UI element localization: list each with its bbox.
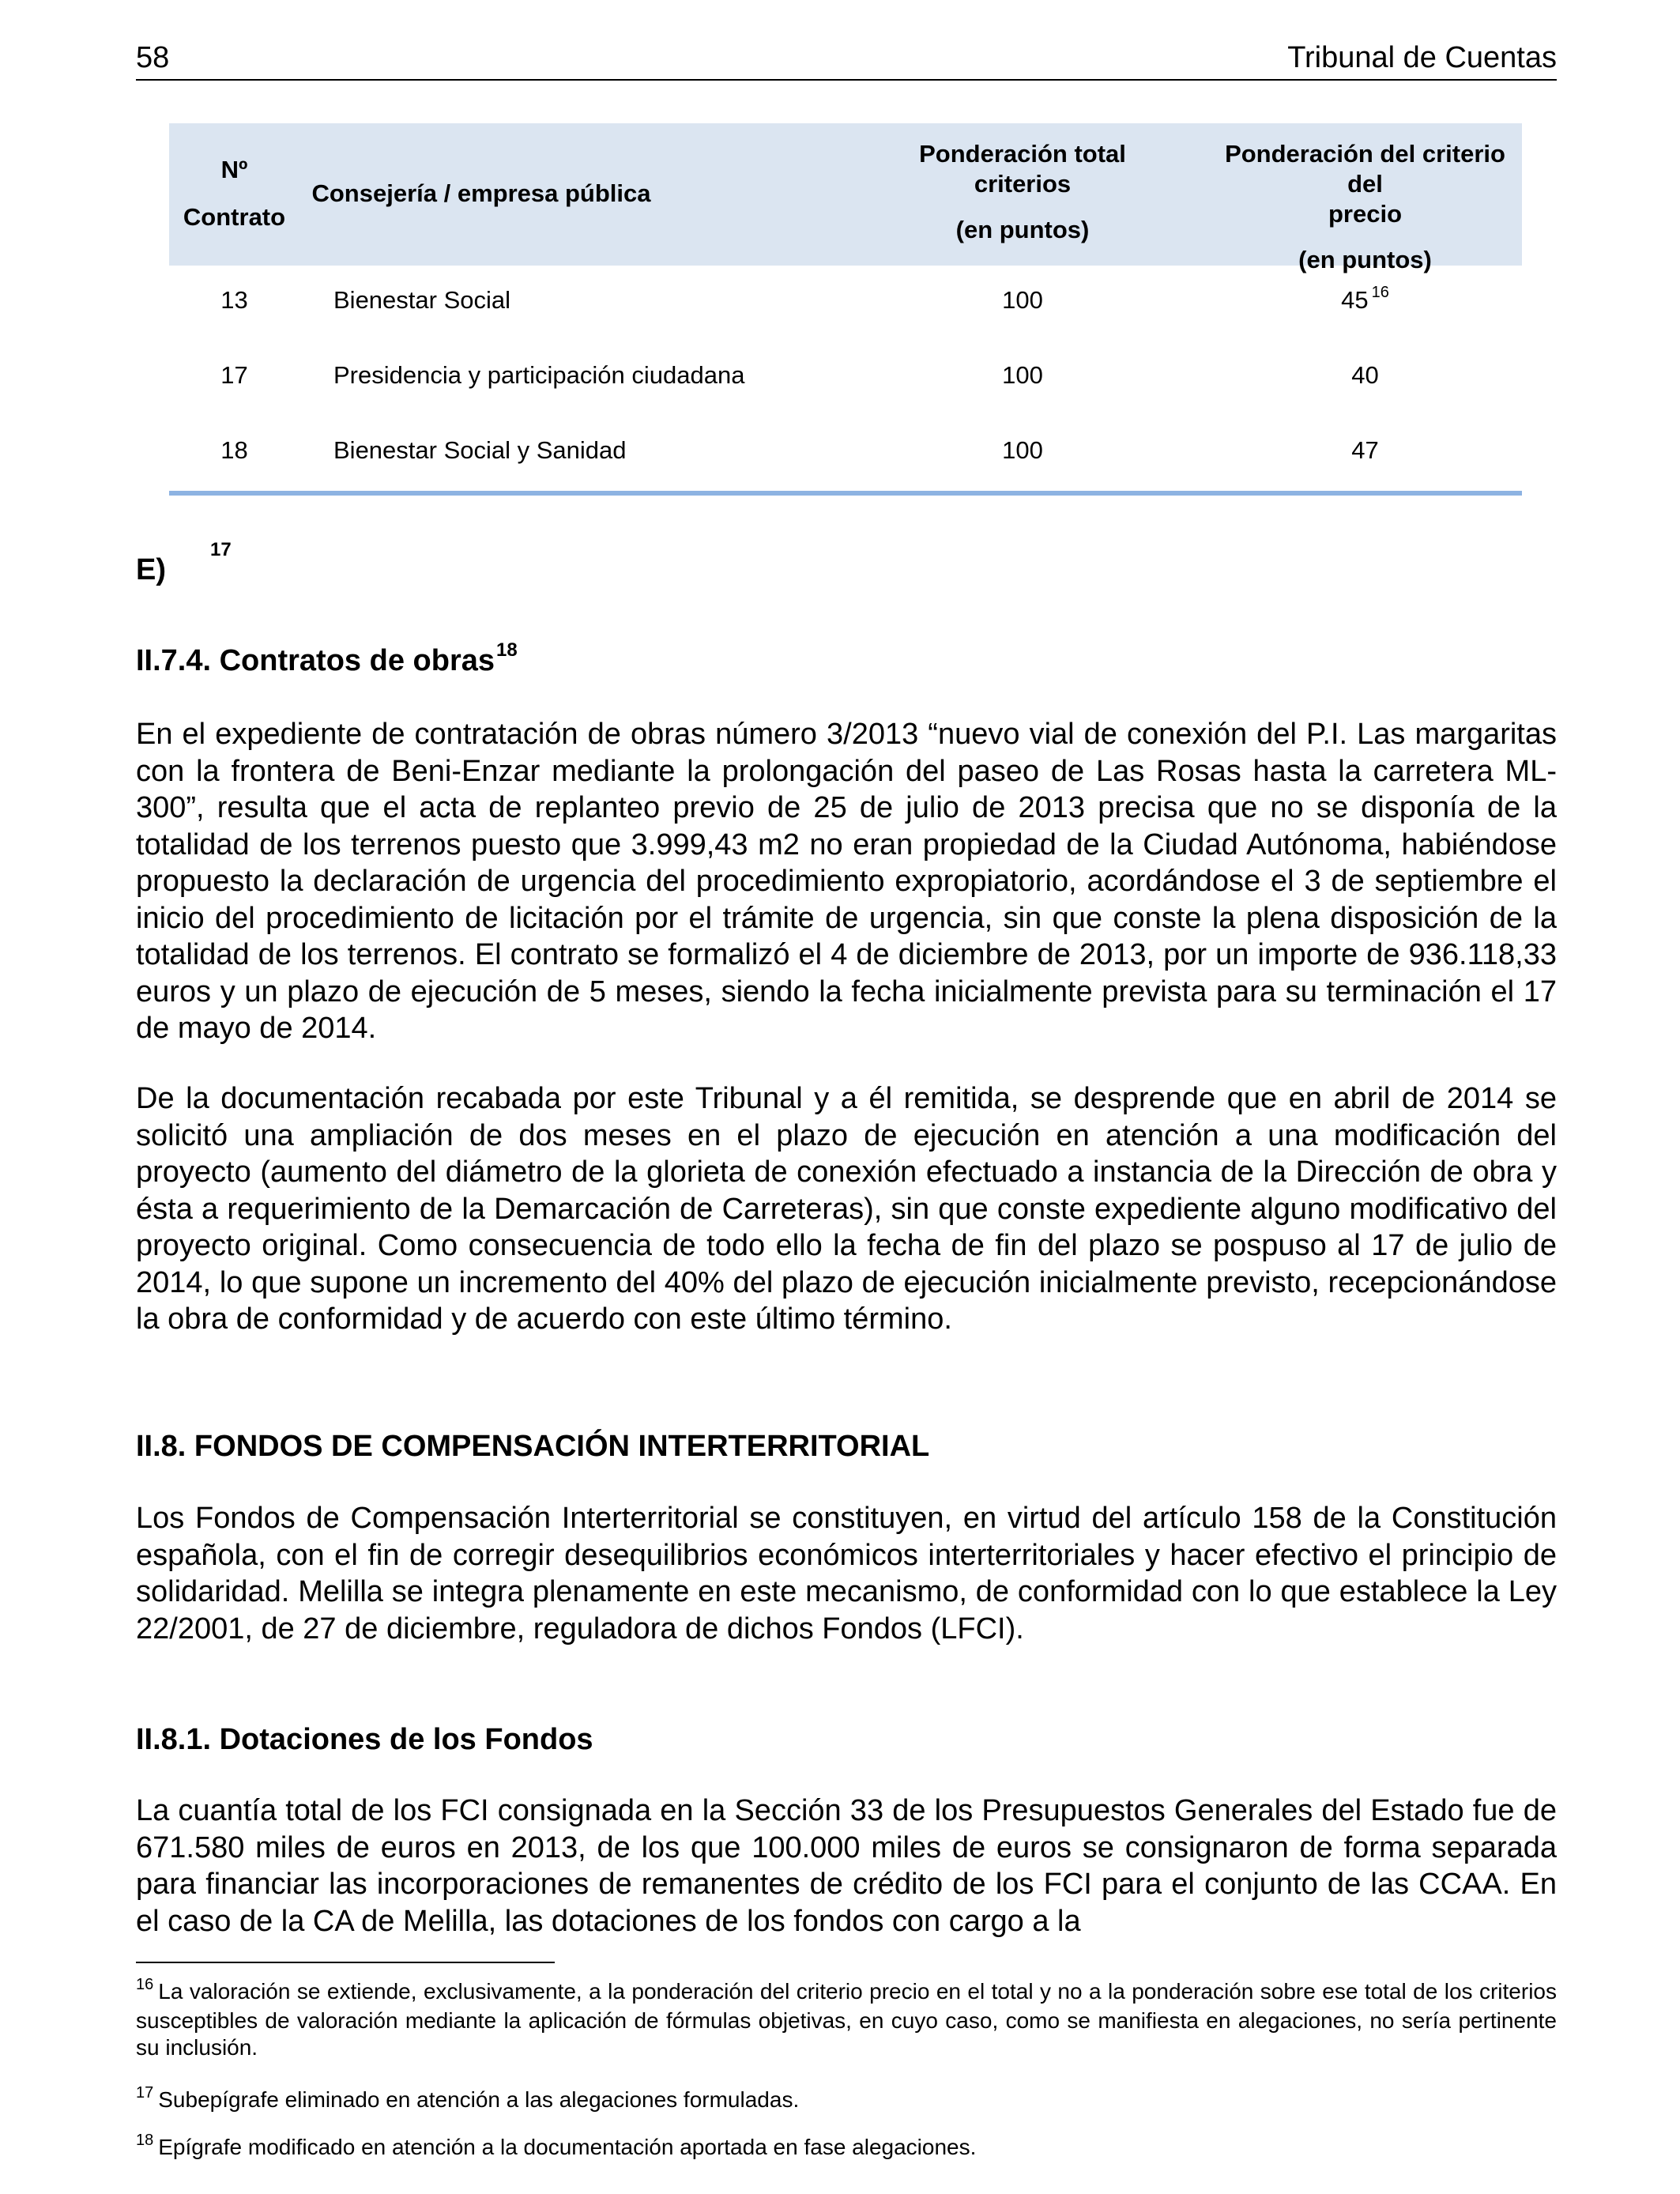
footnote-number: 16 bbox=[136, 1976, 154, 1993]
section-title: II.7.4. Contratos de obras bbox=[136, 644, 495, 677]
table-row bbox=[169, 341, 1522, 416]
contracts-table bbox=[169, 123, 1522, 496]
footnote-ref: 17 bbox=[210, 539, 232, 560]
column-header-text: (en puntos) bbox=[1298, 246, 1432, 273]
column-header-text: Ponderación total bbox=[919, 140, 1126, 168]
cell-consejeria: Bienestar Social y Sanidad bbox=[333, 436, 627, 464]
footnote bbox=[136, 2134, 1557, 2163]
column-header-text: precio bbox=[1328, 200, 1403, 228]
cell-total-weight: 100 bbox=[1002, 286, 1043, 314]
footnote-ref: 16 bbox=[1371, 284, 1389, 301]
footnote-number: 17 bbox=[136, 2084, 154, 2102]
footnote bbox=[136, 2084, 1557, 2116]
cell-total-weight: 100 bbox=[1002, 436, 1043, 464]
column-header-text: Contrato bbox=[183, 203, 286, 231]
footnote-text: Subepígrafe eliminado en atención a las alegaciones formuladas. bbox=[158, 2087, 800, 2112]
cell-price-weight bbox=[1208, 286, 1522, 315]
cell-contract-number: 18 bbox=[220, 436, 248, 464]
footnote-text: La valoración se extiende, exclusivamente, a la ponderación del criterio precio en el total y no a la ponderación sobre ese total de los criterios susceptibles de valoración mediante la aplicación de fórmulas objetivas, en cuyo caso, como se manifiesta en alegaciones, no sería pertinente su inclusión. bbox=[136, 1979, 1557, 2060]
column-header-consejeria: Consejería / empresa pública bbox=[311, 179, 651, 207]
column-header-text: Ponderación del criterio del bbox=[1225, 140, 1505, 198]
column-header-text: Nº bbox=[220, 156, 248, 183]
section-heading-contratos-obras bbox=[136, 639, 518, 678]
running-header-title: Tribunal de Cuentas bbox=[1287, 41, 1557, 74]
cell-price-weight: 40 bbox=[1351, 361, 1379, 389]
column-header-price-weight bbox=[1208, 139, 1522, 275]
footnote-text: Epígrafe modificado en atención a la documentación aportada en fase alegaciones. bbox=[158, 2135, 977, 2159]
footnote-ref: 18 bbox=[496, 639, 518, 661]
section-heading-dotaciones: II.8.1. Dotaciones de los Fondos bbox=[136, 1723, 593, 1756]
cell-contract-number: 13 bbox=[220, 286, 248, 314]
cell-consejeria: Presidencia y participación ciudadana bbox=[333, 361, 745, 389]
footnote-separator bbox=[136, 1962, 555, 1963]
paragraph: En el expediente de contratación de obras número 3/2013 “nuevo vial de conexión del P.I. Las margaritas con la frontera de Beni-Enzar mediante la prolongación del paseo de Las Rosas hasta la carretera ML-300”, resulta que el acta de replanteo previo de 25 de julio de 2013 precisa que no se disponía de la totalidad de los terrenos puesto que 3.999,43 m2 no eran propiedad de la Ciudad Autónoma, habiéndose propuesto la declaración de urgencia del procedimiento expropiatorio, acordándose el 3 de septiembre el inicio del procedimiento de licitación por el trámite de urgencia, sin que conste la plena disposición de la totalidad de los terrenos. El contrato se formalizó el 4 de diciembre de 2013, por un importe de 936.118,33 euros y un plazo de ejecución de 5 meses, siendo la fecha inicialmente prevista para su terminación el 17 de mayo de 2014. bbox=[136, 718, 1557, 1045]
table-row bbox=[169, 266, 1522, 341]
section-e-label: E) bbox=[136, 553, 166, 586]
paragraph: Los Fondos de Compensación Interterritorial se constituyen, en virtud del artículo 158 de la Constitución española, con el fin de corregir desequilibrios económicos interterritoriales y hacer efectivo el principio de solidaridad. Melilla se integra plenamente en este mecanismo, de conformidad con lo que establece la Ley 22/2001, de 27 de diciembre, reguladora de dichos Fondos (LFCI). bbox=[136, 1502, 1557, 1646]
section-heading-fondos: II.8. FONDOS DE COMPENSACIÓN INTERTERRITORIAL bbox=[136, 1430, 930, 1463]
table-header bbox=[169, 123, 1522, 273]
paragraph: La cuantía total de los FCI consignada en la Sección 33 de los Presupuestos Generales del Estado fue de 671.580 miles de euros en 2013, de los que 100.000 miles de euros se consignaron de forma separada para financiar las incorporaciones de remanentes de crédito de los FCI para el conjunto de las CCAA. En el caso de la CA de Melilla, las dotaciones de los fondos con cargo a la bbox=[136, 1794, 1557, 1938]
column-header-contract-number bbox=[169, 155, 299, 232]
footnote bbox=[136, 1978, 1557, 2061]
column-header-total-weight bbox=[837, 139, 1208, 245]
footnote-number: 18 bbox=[136, 2132, 154, 2149]
cell-total-weight: 100 bbox=[1002, 361, 1043, 389]
cell-price-value: 45 bbox=[1341, 286, 1369, 314]
column-header-text: criterios bbox=[974, 170, 1072, 198]
column-header-text: (en puntos) bbox=[955, 216, 1090, 243]
paragraph: De la documentación recabada por este Tribunal y a él remitida, se desprende que en abril de 2014 se solicitó una ampliación de dos meses en el plazo de ejecución en atención a una modificación del proyecto (aumento del diámetro de la glorieta de conexión efectuado a instancia de la Dirección de obra y ésta a requerimiento de la Demarcación de Carreteras), sin que conste expediente alguno modificativo del proyecto original. Como consecuencia de todo ello la fecha de fin del plazo se pospuso al 17 de julio de 2014, lo que supone un incremento del 40% del plazo de ejecución inicialmente previsto, recepcionándose la obra de conformidad y de acuerdo con este último término. bbox=[136, 1082, 1557, 1336]
section-e-heading bbox=[136, 539, 232, 587]
cell-price-weight: 47 bbox=[1351, 436, 1379, 464]
table-bottom-rule bbox=[169, 491, 1522, 496]
cell-consejeria: Bienestar Social bbox=[333, 286, 511, 314]
cell-contract-number: 17 bbox=[220, 361, 248, 389]
table-row bbox=[169, 416, 1522, 491]
page-header bbox=[136, 36, 1557, 81]
page-number: 58 bbox=[136, 41, 170, 74]
